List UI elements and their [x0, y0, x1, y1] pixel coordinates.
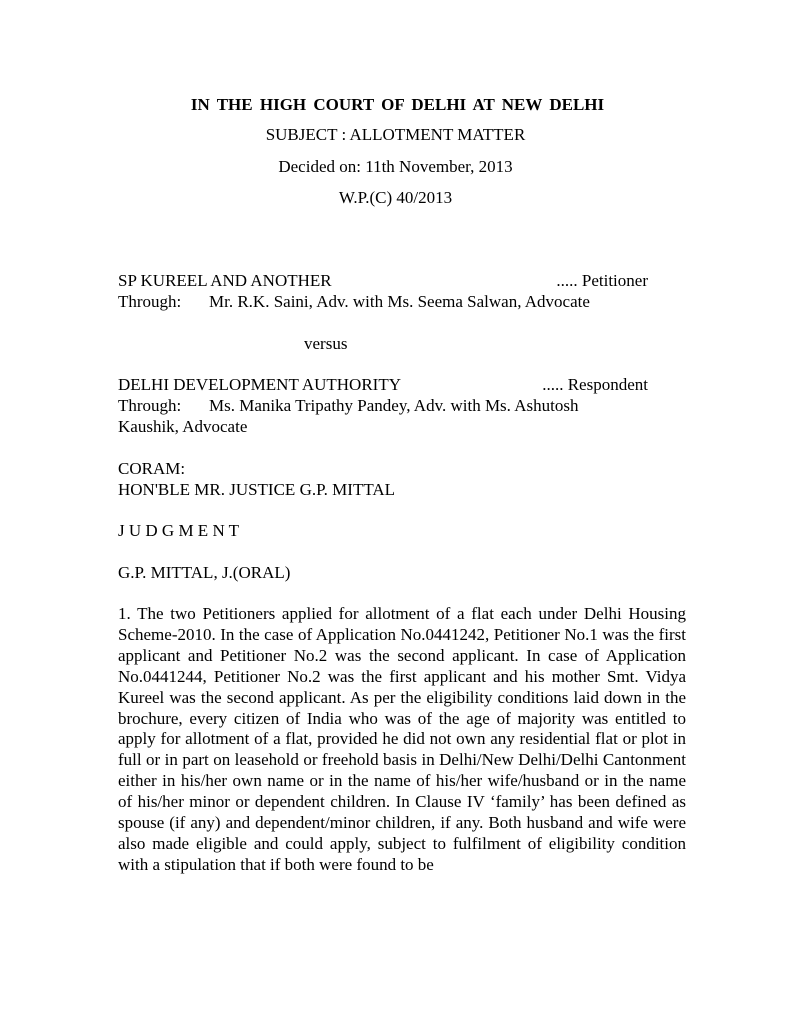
through-label: Through: [118, 292, 182, 311]
court-title: IN THE HIGH COURT OF DELHI AT NEW DELHI [190, 95, 605, 114]
versus-label: versus [304, 334, 348, 353]
judgment-heading: J U D G M E N T [118, 521, 240, 540]
subject-line: SUBJECT : ALLOTMENT MATTER [265, 125, 526, 144]
case-number: W.P.(C) 40/2013 [338, 188, 453, 207]
coram-label: CORAM: [118, 459, 186, 478]
decision-date: Decided on: 11th November, 2013 [278, 157, 513, 176]
respondent-through [118, 396, 578, 416]
petitioner-name: SP KUREEL AND ANOTHER [118, 271, 332, 290]
respondent-name: DELHI DEVELOPMENT AUTHORITY [118, 375, 401, 394]
coram-judge: HON'BLE MR. JUSTICE G.P. MITTAL [118, 480, 396, 499]
respondent-role: ..... Respondent [542, 375, 648, 394]
petitioner-role: ..... Petitioner [556, 271, 648, 290]
petitioner-counsel: Mr. R.K. Saini, Adv. with Ms. Seema Salwan, Advocate [209, 292, 590, 311]
paragraph-1: 1. The two Petitioners applied for allotment of a flat each under Delhi Housing Scheme-2010. In the case of Application No.0441242, Petitioner No.1 was the first applicant and Petitioner No.2 was the second applicant. In case of Application No.0441244, Petitioner No.2 was the first applicant and his mother Smt. Vidya Kureel was the second applicant. As per the eligibility conditions laid down in the brochure, every citizen of India who was of the age of majority was entitled to apply for allotment of a flat, provided he did not own any residential flat or plot in full or in part on leasehold or freehold basis in Delhi/New Delhi/Delhi Cantonment either in his/her own name or in the name of his/her wife/husband or in the name of his/her minor or dependent children. In Clause IV ‘family’ has been defined as spouse (if any) and dependent/minor children, if any. Both husband and wife were also made eligible and could apply, subject to fulfilment of eligibility condition with a stipulation that if both were found to be [118, 604, 686, 874]
respondent-counsel-line2: Kaushik, Advocate [118, 417, 248, 436]
respondent-counsel-line1: Ms. Manika Tripathy Pandey, Adv. with Ms. Ashutosh [209, 396, 579, 415]
judgment-author: G.P. MITTAL, J.(ORAL) [118, 563, 291, 582]
through-label: Through: [118, 396, 182, 415]
petitioner-through [118, 292, 590, 312]
